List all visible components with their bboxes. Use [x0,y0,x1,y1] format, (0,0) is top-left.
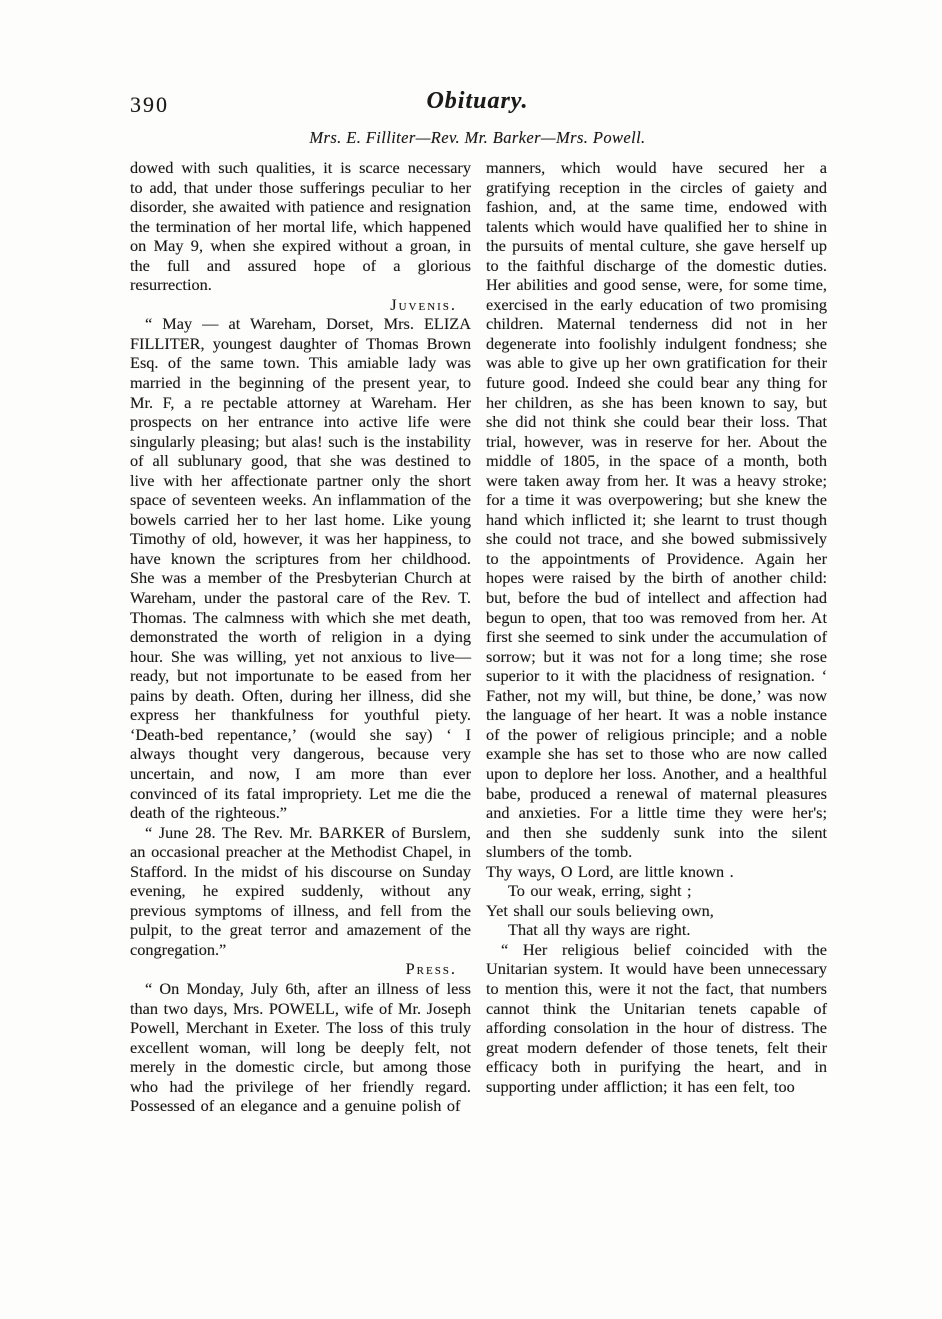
memorial-verse [486,862,827,940]
obituary-powell-religious-belief: “ Her religious belief coincided with the Unitarian system. It would have been unnecessary to mention this, were it not the fact, that numbers cannot think the Unitarian tenets capable of affording consolation in the hour of distress. The great modern defender of those tenets, felt their efficacy both in purifying the heart, and in supporting under affliction; it has een felt, too [486,939,827,1096]
right-column [486,158,827,1279]
verse-line: Thy ways, O Lord, are little known . [486,861,734,881]
page-header [130,88,825,122]
page-title: Obituary. [426,88,529,114]
obituary-rev-barker: “ June 28. The Rev. Mr. BARKER of Burslem, an occasional preacher at the Methodist Chapel, in Stafford. In the midst of his discourse on Sunday evening, he expired suddenly, without any previous symptoms of illness, and fell from the pulpit, to the great terror and amazement of the congregation.” [130,822,471,959]
verse-line: Yet shall our souls believing own, [486,900,714,920]
obituary-mrs-powell-start: “ On Monday, July 6th, after an illness of less than two days, Mrs. POWELL, wife of Mr. Joseph Powell, Merchant in Exeter. The loss of this truly excellent woman, will long be deeply felt, not merely in the domestic circle, but among those who had the privilege of her friendly regard. Possessed of an elegance and a genuine polish of [130,978,471,1116]
obituary-mrs-powell-continued: manners, which would have secured her a gratifying reception in the circles of gaiety and fashion, and, at the same time, endowed with talents which would have qualified her to shine in the pursuits of mental culture, she gave herself up to the faithful discharge of the domestic duties. Her abilities and good sense, were, for some time, exercised in the early education of two promising children. Maternal tenderness did not in her degenerate into foolishly indulgent fondness; she was able to give up her own gratification for their future good. Indeed she could bear any thing for her children, as she has been known to say, but she did not think she could bear their loss. That trial, however, was in reserve for her. About the middle of 1805, in the space of a month, both were taken away from her. It was a heavy stroke; for a time it was overpowering; but she knew the hand which inflicted it; she learnt to trust though she could not trace, and she bowed submissively to the appointments of Providence. Again her hopes were raised by the birth of another child: but, before the bud of intellect and affection had begun to open, that too was removed from her. At first she seemed to sink under the accumulation of sorrow; but it was not for a long time; she rose superior to it with the placidness of resignation. ‘ Father, not my will, but thine, be done,’ was now the language of her heart. It was a noble instance of the power of religious principle; and a noble example she has set to those who are now called upon to deplore her loss. Another, and a healthful babe, produced a renewal of maternal pleasures and anxieties. For a little time they were her's; and then she suddenly sunk into the silent slumbers of the tomb. [486,158,827,862]
text-columns [130,158,827,1279]
signature-press: Press. [405,959,457,979]
verse-line: To our weak, erring, sight ; [508,881,692,901]
obituary-filliter-intro: dowed with such qualities, it is scarce necessary to add, that under those sufferings peculiar to her disorder, she awaited with patience and resignation the termination of her mortal life, which happened on May 9, when she expired without a groan, in the full and assured hope of a glorious resurrection. [130,158,471,295]
verse-line: That all thy ways are right. [508,920,691,940]
running-head: Mrs. E. Filliter—Rev. Mr. Barker—Mrs. Powell. [309,128,646,147]
obituary-eliza-filliter: “ May — at Wareham, Dorset, Mrs. ELIZA FILLITER, youngest daughter of Thomas Brown Esq. of the same town. This amiable lady was married in the beginning of the present year, to Mr. F, a re pectable attorney at Wareham. Her prospects on her entrance into active life were singularly pleasing; but alas! such is the instability of all sublunary good, that she was destined to live with her affectionate partner only the short space of seventeen weeks. An inflammation of the bowels carried her to her last home. Like young Timothy of old, however, it was her happiness, to have known the scriptures from her childhood. She was a member of the Presbyterian Church at Wareham, under the pastoral care of the Rev. T. Thomas. The calmness with which she met death, demonstrated the worth of religion in a dying hour. She was willing, yet not anxious to live—ready, but not importunate to be eased from her pains by death. Often, during her illness, did she express her thankfulness for youthful piety. ‘Death-bed repentance,’ (would she say) ‘ I always thought very dangerous, because very uncertain, and now, I am more than ever convinced of its fatal impropriety. Let me die the death of the righteous.” [130,314,471,823]
left-column [130,158,471,1279]
page-number: 390 [130,92,169,117]
signature-juvenis: Juvenis. [390,294,457,314]
